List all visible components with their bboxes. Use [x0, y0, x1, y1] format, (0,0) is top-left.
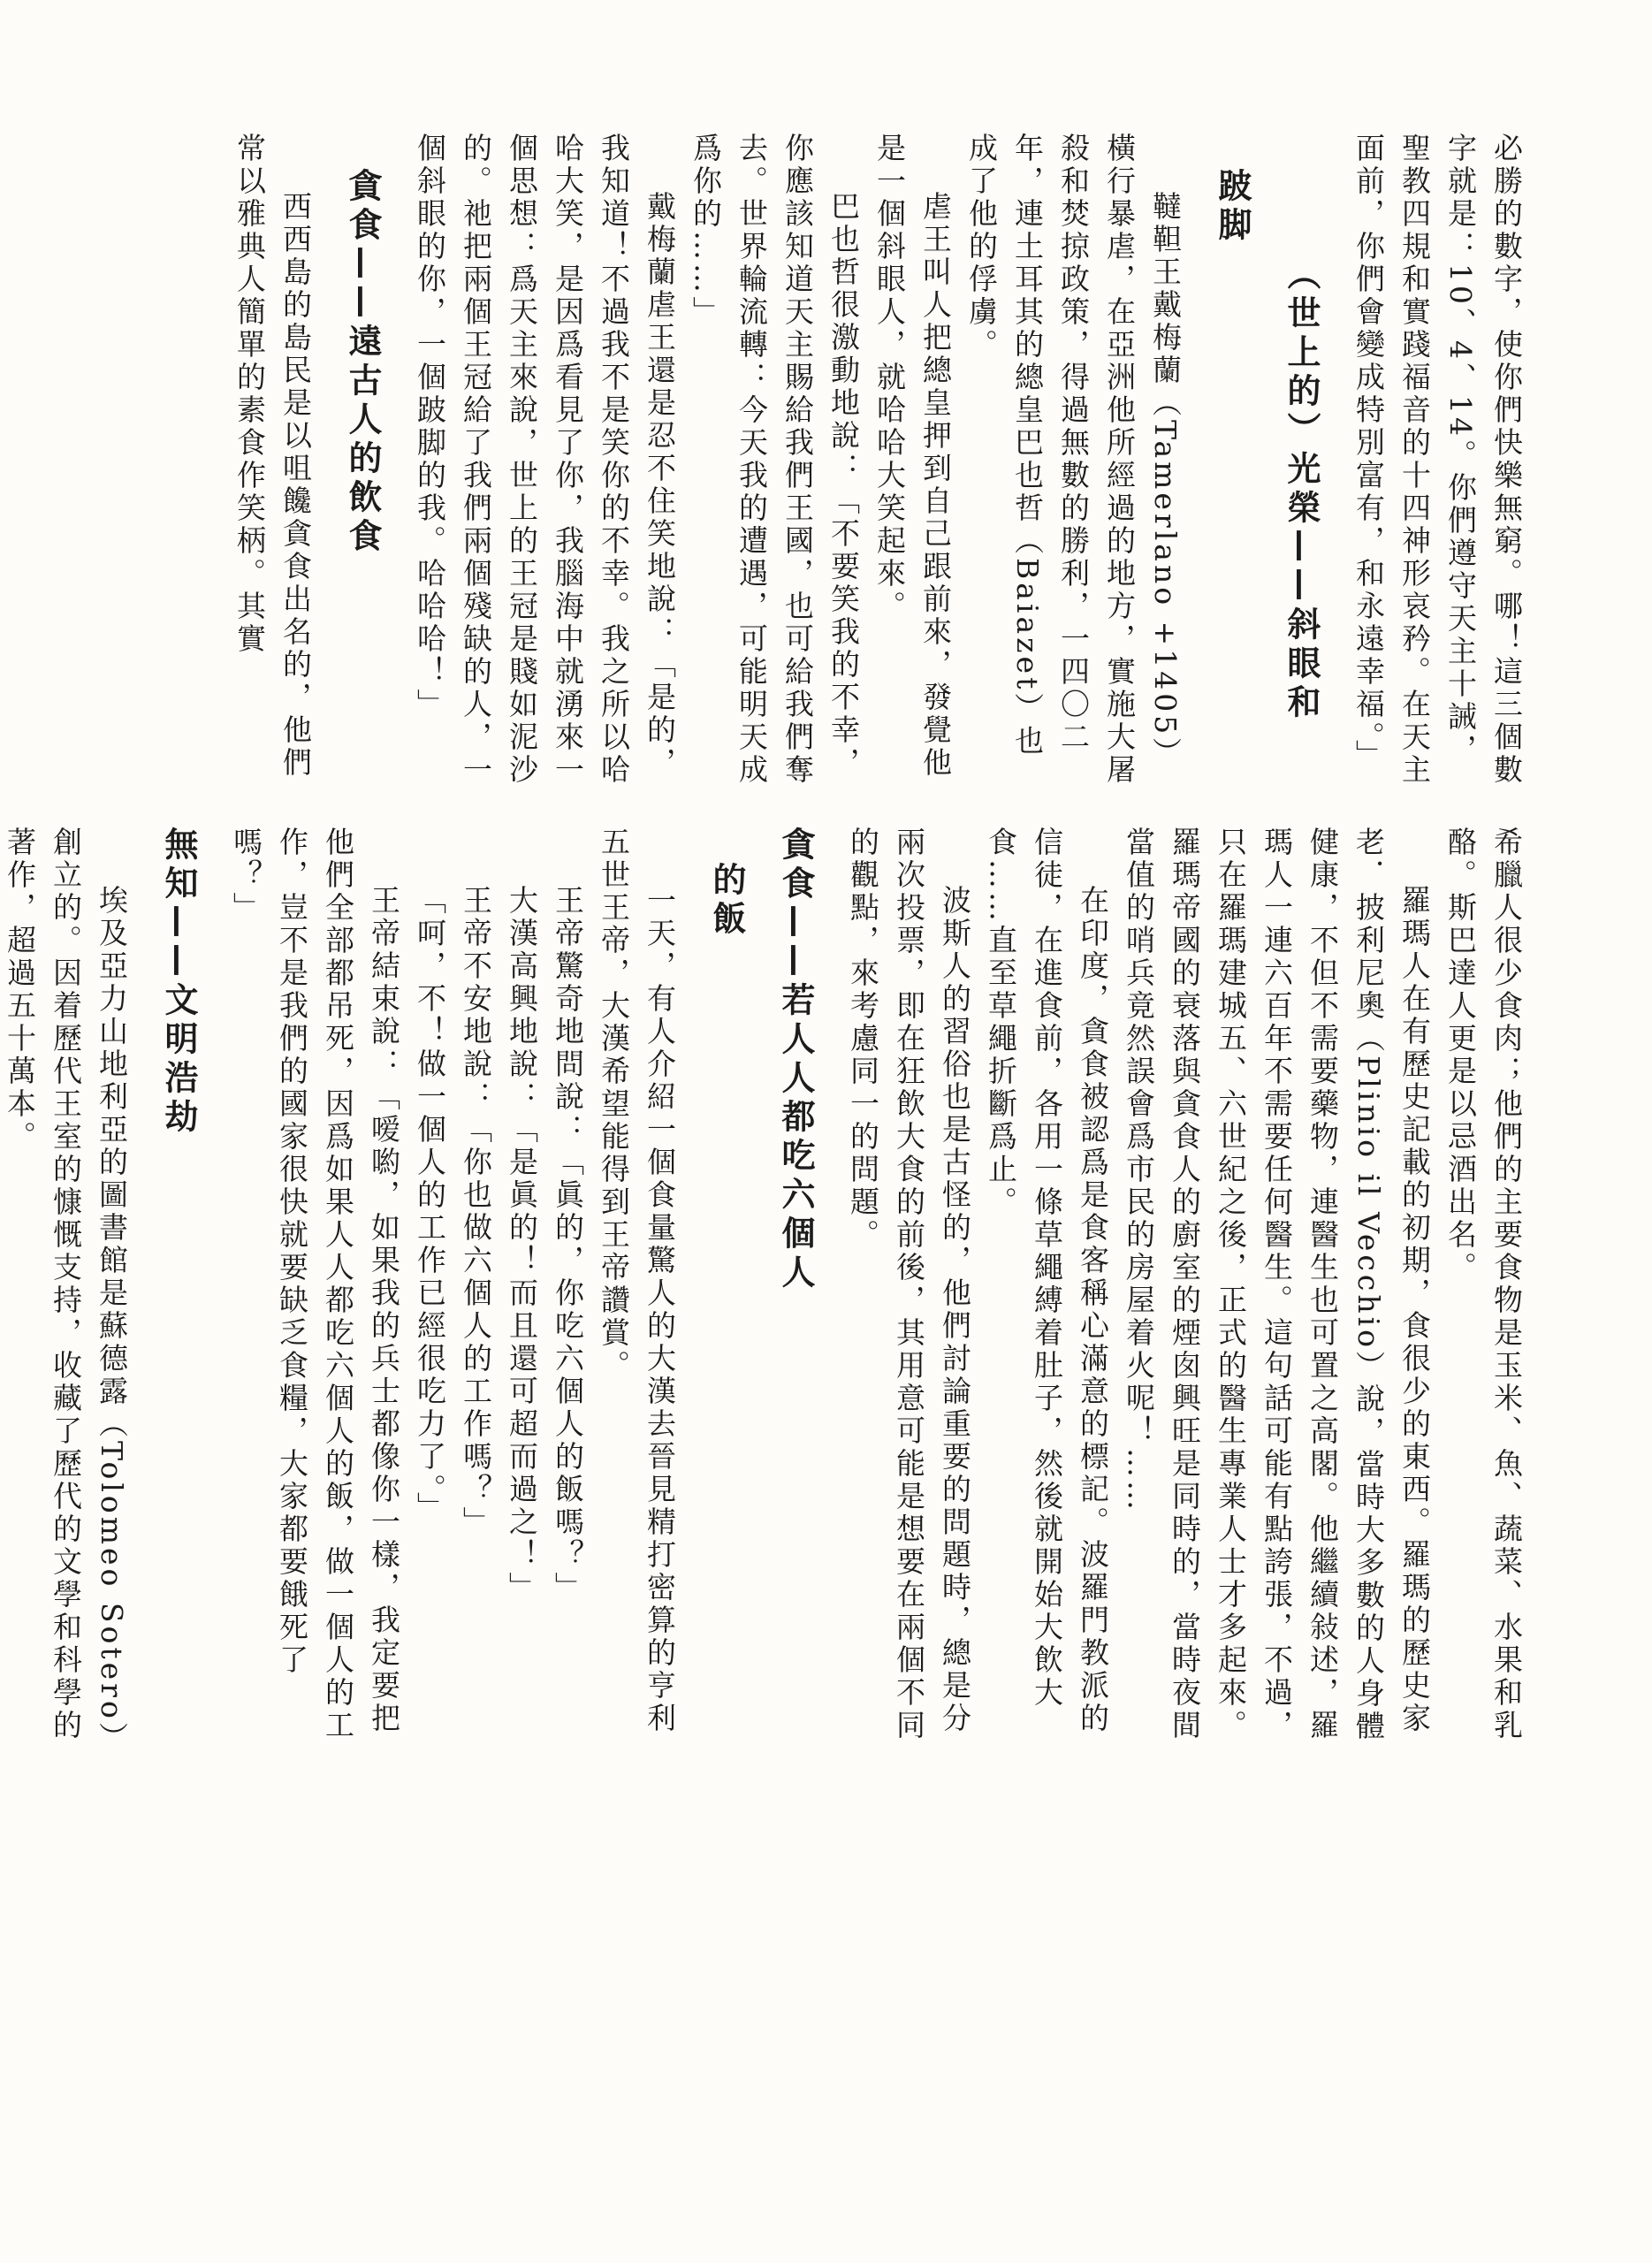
paragraph: 大漢高興地說：「是眞的！而且還可超而過之！」 — [505, 885, 539, 1604]
paragraph: 「呵，不！做一個人的工作已經很吃力了。」 — [413, 885, 447, 1525]
section-heading-gluttony-ancient: 貪食——遠古人的飲食 — [343, 168, 382, 557]
section-heading-ignorance: 無知——文明浩劫 — [159, 827, 198, 1138]
paragraph: 希臘人很少食肉；他們的主要食物是玉米、魚、蔬菜、水果和乳酪。斯巴達人更是以忌酒出名。 — [1443, 827, 1524, 1742]
paragraph: 西西島的島民是以咀饞貪食出名的，他們常以雅典人簡單的素食作笑柄。其實 — [232, 133, 313, 780]
paragraph: 波斯人的習俗也是古怪的，他們討論重要的問題時，總是分兩次投票，即在狂飲大食的前後，其用意可能是想要在兩個不同的觀點，來考慮同一的問題。 — [846, 827, 972, 1742]
section-heading-glory-cont: 跛脚 — [1213, 168, 1252, 246]
paragraph: 戴梅蘭虐王還是忍不住笑地說：「是的，我知道！不過我不是笑你的不幸。我之所以哈哈大笑，是因爲看見了你，我腦海中就湧來一個思想：爲天主來說，世上的王冠是賤如泥沙的。祂把兩個王冠給了我們兩個殘缺的人，一個斜眼的你，一個跛脚的我。哈哈哈！」 — [413, 133, 677, 787]
paragraph: 必勝的數字，使你們快樂無窮。哪！這三個數字就是：10、4、14。你們遵守天主十誡，聖教四規和實踐福音的十四神形哀矜。在天主面前，你們會變成特別富有，和永遠幸福。」 — [1351, 133, 1524, 787]
paragraph: 王帝結束說：「嗳喲，如果我的兵士都像你一樣，我定要把他們全部都吊死，因爲如果人人都吃六個人的飯，做一個人的工作，豈不是我們的國家很快就要缺乏食糧，大家都要餓死了嗎？」 — [229, 827, 401, 1742]
paragraph: 埃及亞力山地利亞的圖書館是蘇德露（Tolomeo Sotero）創立的。因着歷代王室的慷慨支持，收藏了歷代的文學和科學的著作，超過五十萬本。 — [3, 827, 129, 1742]
paragraph: 虐王叫人把總皇押到自己跟前來，發覺他是一個斜眼人，就哈哈大笑起來。 — [872, 133, 953, 780]
paragraph: 王帝不安地說：「你也做六個人的工作嗎？」 — [459, 885, 493, 1539]
paragraph: 在印度，貪食被認爲是食客稱心滿意的標記。波羅門教派的信徒，在進食前，各用一條草繩縛着肚子，然後就開始大飲大食……直至草繩折斷爲止。 — [984, 827, 1110, 1735]
paragraph: 羅瑪人在有歷史記載的初期，食很少的東西。羅瑪的歷史家老．披利尼奧（Plinio il Vecchio）說，當時大多數的人身體健康，不但不需要藥物，連醫生也可置之高閣。他繼續敍述，羅瑪人一連六百年不需要任何醫生。這句話可能有點誇張，不過，只在羅瑪建城五、六世紀之後，正式的醫生專業人士才多起來。羅瑪帝國的衰落與貪食人的廚室的煙囱興旺是同時的，當時夜間當值的哨兵竟然誤會爲市民的房屋着火呢！…… — [1122, 827, 1432, 1744]
section-heading-gluttony-six-cont: 的飯 — [707, 862, 746, 940]
paragraph: 巴也哲很激動地說：「不要笑我的不幸，你應該知道天主賜給我們王國，也可給我們奪去。世界輪流轉：今天我的遭遇，可能明天成爲你的……」 — [689, 133, 861, 787]
paragraph: 一天，有人介紹一個食量驚人的大漢去晉見精打密算的亨利五世王帝，大漢希望能得到王帝讚賞。 — [597, 827, 677, 1735]
top-article-column — [168, 133, 1529, 787]
paragraph: 韃靼王戴梅蘭（Tamerlano +1405）橫行暴虐，在亞洲他所經過的地方，實施大屠殺和焚掠政策，得過無數的勝利，一四〇二年，連土耳其的總皇巴也哲（Baiazet）也成了他的俘虜。 — [964, 133, 1183, 787]
section-heading-gluttony-six: 貪食——若人人都吃六個人 — [776, 827, 815, 1293]
section-heading-glory: （世上的）光榮——斜眼和 — [1282, 256, 1321, 723]
bottom-article-column — [3, 827, 1529, 1746]
paragraph: 王帝驚奇地問說：「眞的，你吃六個人的飯嗎？」 — [551, 885, 585, 1604]
